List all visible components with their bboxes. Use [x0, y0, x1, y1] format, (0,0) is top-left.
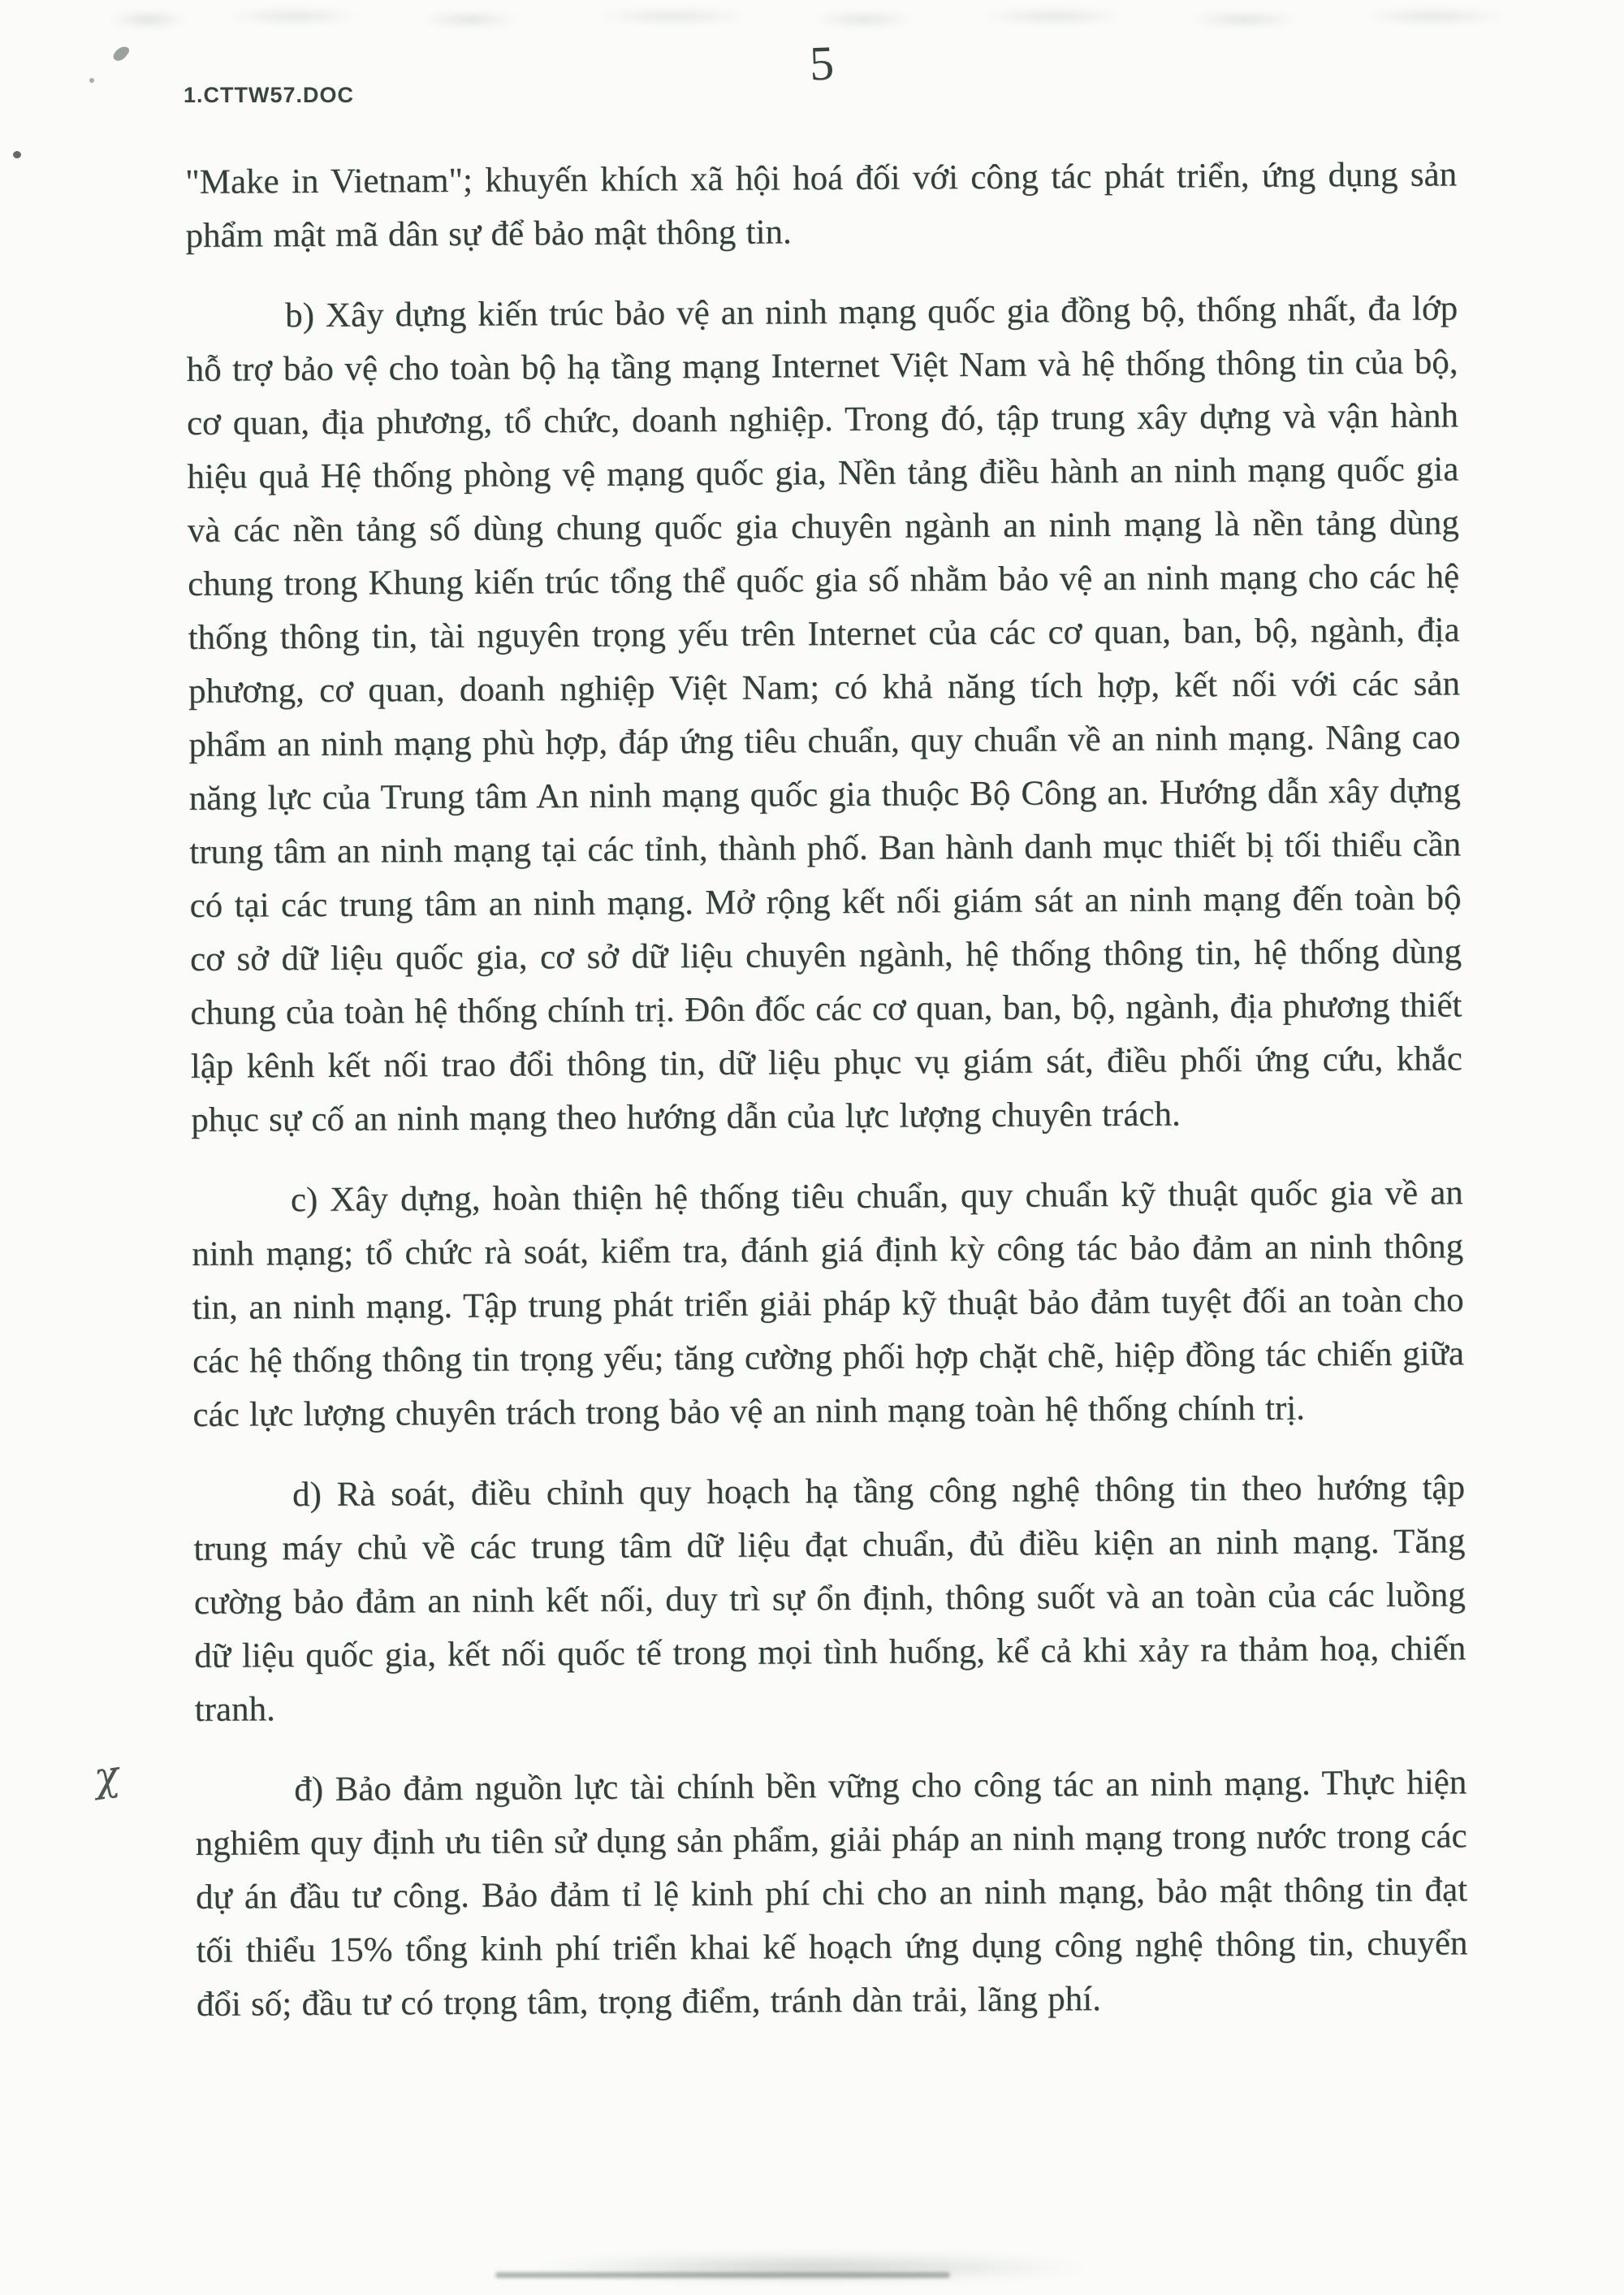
- page-number: 5: [808, 36, 836, 91]
- scan-speck-tick: [110, 45, 131, 63]
- scan-bottom-line-artifact: [495, 2272, 950, 2278]
- paragraph-continuation: "Make in Vietnam"; khuyến khích xã hội hoá đối với công tác phát triển, ứng dụng sản phẩm mật mã dân sự để bảo mật thông tin.: [185, 155, 1458, 255]
- paragraph-d: d) Rà soát, điều chỉnh quy hoạch hạ tầng công nghệ thông tin theo hướng tập trung máy chủ về các trung tâm dữ liệu đạt chuẩn, đủ điều kiện an ninh mạng. Tăng cường bảo đảm an ninh kết nối, duy trì sự ổn định, thông suốt và an toàn của các luồng dữ liệu quốc gia, kết nối quốc tế trong mọi tình huống, kể cả khi xảy ra thảm hoạ, chiến tranh.: [193, 1468, 1466, 1729]
- handwritten-margin-mark: χ: [91, 1751, 123, 1801]
- paragraph-c: c) Xây dựng, hoàn thiện hệ thống tiêu chuẩn, quy chuẩn kỹ thuật quốc gia về an ninh mạng; tổ chức rà soát, kiểm tra, đánh giá định kỳ công tác bảo đảm an ninh thông tin, an ninh mạng. Tập trung phát triển giải pháp kỹ thuật bảo đảm tuyệt đối an toàn cho các hệ thống thông tin trọng yếu; tăng cường phối hợp chặt chẽ, hiệp đồng tác chiến giữa các lực lượng chuyên trách trong bảo vệ an ninh mạng toàn hệ thống chính trị.: [192, 1173, 1465, 1434]
- paragraph-dd: đ) Bảo đảm nguồn lực tài chính bền vững cho công tác an ninh mạng. Thực hiện nghiêm quy định ưu tiên sử dụng sản phẩm, giải pháp an ninh mạng trong nước trong các dự án đầu tư công. Bảo đảm tỉ lệ kinh phí chi cho an ninh mạng, bảo mật thông tin đạt tối thiểu 15% tổng kinh phí triển khai kế hoạch ứng dụng công nghệ thông tin, chuyển đổi số; đầu tư có trọng tâm, trọng điểm, tránh dàn trải, lãng phí.: [195, 1763, 1468, 2024]
- document-filename-label: 1.CTTW57.DOC: [184, 83, 355, 107]
- scan-bottom-smudge-artifact: [438, 2250, 1186, 2285]
- paragraph-b: b) Xây dựng kiến trúc bảo vệ an ninh mạng quốc gia đồng bộ, thống nhất, đa lớp hỗ trợ bảo vệ cho toàn bộ hạ tầng mạng Internet Việt Nam và hệ thống thông tin của bộ, cơ quan, địa phương, tổ chức, doanh nghiệp. Trong đó, tập trung xây dựng và vận hành hiệu quả Hệ thống phòng vệ mạng quốc gia, Nền tảng điều hành an ninh mạng quốc gia và các nền tảng số dùng chung quốc gia chuyên ngành an ninh mạng là nền tảng dùng chung trong Khung kiến trúc tổng thể quốc gia số nhằm bảo vệ an ninh mạng cho các hệ thống thông tin, tài nguyên trọng yếu trên Internet của các cơ quan, ban, bộ, ngành, địa phương, cơ quan, doanh nghiệp Việt Nam; có khả năng tích hợp, kết nối với các sản phẩm an ninh mạng phù hợp, đáp ứng tiêu chuẩn, quy chuẩn về an ninh mạng. Nâng cao năng lực của Trung tâm An ninh mạng quốc gia thuộc Bộ Công an. Hướng dẫn xây dựng trung tâm an ninh mạng tại các tỉnh, thành phố. Ban hành danh mục thiết bị tối thiểu cần có tại các trung tâm an ninh mạng. Mở rộng kết nối giám sát an ninh mạng đến toàn bộ cơ sở dữ liệu quốc gia, cơ sở dữ liệu chuyên ngành, hệ thống thông tin, hệ thống dùng chung của toàn hệ thống chính trị. Đôn đốc các cơ quan, ban, bộ, ngành, địa phương thiết lập kênh kết nối trao đổi thông tin, dữ liệu phục vụ giám sát, điều phối ứng cứu, khắc phục sự cố an ninh mạng theo hướng dẫn của lực lượng chuyên trách.: [186, 289, 1462, 1139]
- scan-bleedthrough-artifact: [89, 2, 1551, 34]
- scan-speck-dot: [13, 151, 21, 158]
- scan-speck-tiny: [89, 78, 94, 83]
- document-body: [185, 148, 1468, 2059]
